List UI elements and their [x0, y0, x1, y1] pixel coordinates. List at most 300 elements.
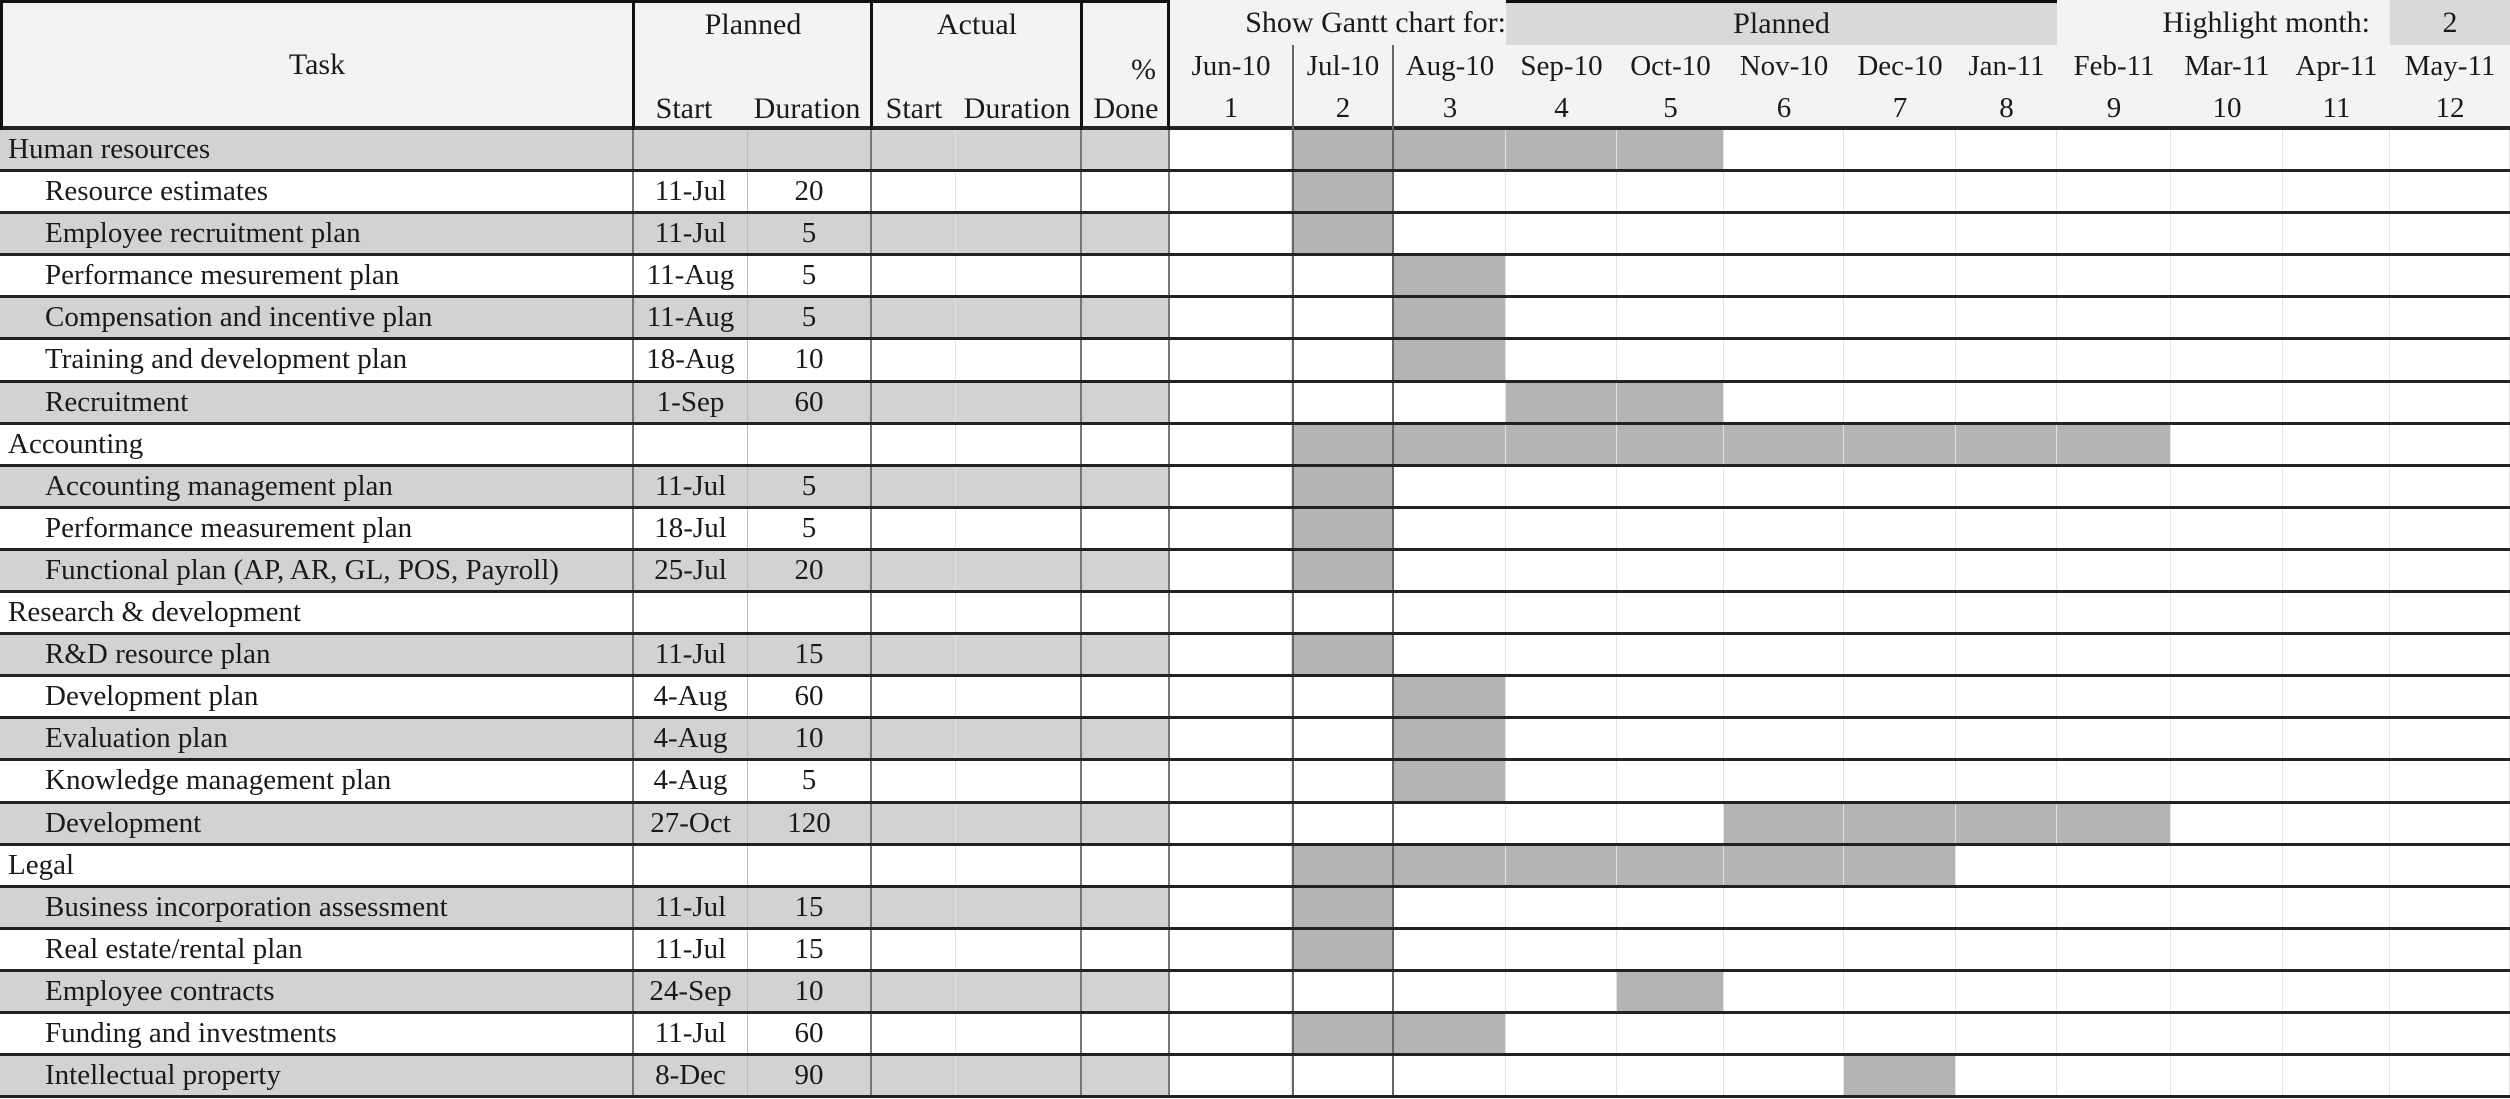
gantt-cell: [1724, 130, 1844, 169]
percent-done[interactable]: [1082, 888, 1170, 927]
category-row: [0, 130, 2510, 172]
month-label: Jan-11: [1968, 50, 2045, 82]
percent-done[interactable]: [1082, 509, 1170, 548]
actual-duration[interactable]: [956, 467, 1082, 506]
gantt-cell: [1724, 298, 1844, 337]
actual-start[interactable]: [872, 383, 956, 422]
gantt-cell: [2171, 972, 2283, 1011]
gantt-cell: [1956, 1056, 2057, 1095]
gantt-bar-cell: [1394, 298, 1506, 337]
actual-duration[interactable]: [956, 551, 1082, 590]
gantt-cell: [1956, 298, 2057, 337]
planned-start[interactable]: 11-Jul: [634, 930, 748, 969]
gantt-cell: [1724, 677, 1844, 716]
gantt-cell: [1394, 383, 1506, 422]
planned-duration[interactable]: 20: [748, 172, 872, 211]
gantt-cell: [2057, 761, 2171, 800]
percent-done[interactable]: [1082, 1056, 1170, 1095]
task-row: [0, 298, 2510, 340]
gantt-cell: [2390, 1056, 2510, 1095]
gantt-cell: [1617, 172, 1724, 211]
planned-duration[interactable]: 15: [748, 635, 872, 674]
task-row: [0, 888, 2510, 930]
planned-header: Planned: [704, 8, 802, 41]
month-label: Aug-10: [1405, 50, 1495, 82]
gantt-cell: [1844, 340, 1956, 379]
task-row: [0, 972, 2510, 1014]
actual-duration[interactable]: [956, 972, 1082, 1011]
percent-done[interactable]: [1082, 130, 1170, 169]
planned-start[interactable]: 18-Aug: [634, 340, 748, 379]
percent-done[interactable]: [1082, 930, 1170, 969]
percent-done[interactable]: [1082, 804, 1170, 843]
gantt-cell: [2390, 930, 2510, 969]
gantt-cell: [1394, 1056, 1506, 1095]
task-name[interactable]: Resource estimates: [0, 172, 634, 211]
gantt-cell: [1724, 467, 1844, 506]
actual-duration[interactable]: [956, 383, 1082, 422]
category-row: [0, 425, 2510, 467]
actual-start[interactable]: [872, 467, 956, 506]
actual-duration[interactable]: [956, 677, 1082, 716]
actual-duration[interactable]: [956, 888, 1082, 927]
task-name[interactable]: Accounting management plan: [0, 467, 634, 506]
gantt-cell: [2171, 551, 2283, 590]
actual-duration[interactable]: [956, 340, 1082, 379]
task-name[interactable]: Recruitment: [0, 383, 634, 422]
gantt-cell: [2057, 214, 2171, 253]
planned-start[interactable]: 11-Jul: [634, 635, 748, 674]
gantt-cell: [2057, 172, 2171, 211]
planned-duration[interactable]: 5: [748, 256, 872, 295]
gantt-cell: [1617, 467, 1724, 506]
gantt-cell: [2390, 425, 2510, 464]
percent-done[interactable]: [1082, 719, 1170, 758]
percent-done[interactable]: [1082, 972, 1170, 1011]
planned-start[interactable]: 11-Jul: [634, 172, 748, 211]
gantt-bar-cell: [1292, 509, 1394, 548]
month-number: 8: [1999, 92, 2014, 124]
task-row: [0, 635, 2510, 677]
planned-start[interactable]: 8-Dec: [634, 1056, 748, 1095]
planned-start[interactable]: 11-Aug: [634, 298, 748, 337]
planned-start[interactable]: 18-Jul: [634, 509, 748, 548]
gantt-cell: [1292, 256, 1394, 295]
gantt-cell: [1506, 1014, 1617, 1053]
month-number: 7: [1892, 92, 1908, 124]
percent-done[interactable]: [1082, 635, 1170, 674]
month-number: 2: [1335, 92, 1351, 124]
actual-start[interactable]: [872, 719, 956, 758]
percent-done[interactable]: [1082, 551, 1170, 590]
actual-start[interactable]: [872, 761, 956, 800]
gantt-bar-cell: [1394, 425, 1506, 464]
gantt-cell: [2171, 298, 2283, 337]
month-header: [1617, 45, 1724, 130]
gantt-cell: [2057, 719, 2171, 758]
actual-duration[interactable]: [956, 256, 1082, 295]
gantt-cell: [1617, 930, 1724, 969]
gantt-cell: [2390, 635, 2510, 674]
task-row: [0, 761, 2510, 803]
task-name[interactable]: R&D resource plan: [0, 635, 634, 674]
percent-done[interactable]: [1082, 761, 1170, 800]
task-name[interactable]: Employee recruitment plan: [0, 214, 634, 253]
actual-start[interactable]: [872, 677, 956, 716]
gantt-cell: [1170, 425, 1292, 464]
percent-done[interactable]: [1082, 298, 1170, 337]
actual-duration[interactable]: [956, 425, 1082, 464]
percent-done[interactable]: [1082, 383, 1170, 422]
actual-duration[interactable]: [956, 130, 1082, 169]
gantt-cell: [1170, 1014, 1292, 1053]
gantt-cell: [1724, 509, 1844, 548]
actual-duration[interactable]: [956, 635, 1082, 674]
planned-duration[interactable]: 10: [748, 340, 872, 379]
planned-duration[interactable]: [748, 593, 872, 632]
gantt-cell: [2171, 930, 2283, 969]
actual-start[interactable]: [872, 888, 956, 927]
task-name[interactable]: Compensation and incentive plan: [0, 298, 634, 337]
gantt-cell: [2390, 298, 2510, 337]
gantt-cell: [2390, 1014, 2510, 1053]
gantt-cell: [1844, 551, 1956, 590]
actual-start[interactable]: [872, 635, 956, 674]
task-name[interactable]: Funding and investments: [0, 1014, 634, 1053]
percent-done[interactable]: [1082, 467, 1170, 506]
gantt-cell: [1844, 172, 1956, 211]
actual-start[interactable]: [872, 130, 956, 169]
gantt-cell: [1170, 593, 1292, 632]
gantt-cell: [2057, 930, 2171, 969]
month-header: [2057, 45, 2171, 130]
task-name[interactable]: Functional plan (AP, AR, GL, POS, Payroll): [0, 551, 634, 590]
actual-duration[interactable]: [956, 298, 1082, 337]
gantt-cell: [2057, 1014, 2171, 1053]
percent-done[interactable]: [1082, 677, 1170, 716]
planned-duration[interactable]: [748, 130, 872, 169]
gantt-bar-cell: [1394, 719, 1506, 758]
month-header: [1394, 45, 1506, 130]
actual-header: Actual: [937, 8, 1017, 41]
gantt-cell: [2283, 719, 2390, 758]
gantt-bar-cell: [1292, 467, 1394, 506]
table-header: [0, 0, 2510, 130]
planned-start[interactable]: 11-Jul: [634, 888, 748, 927]
task-name[interactable]: Human resources: [0, 130, 634, 169]
gantt-bar-cell: [1506, 130, 1617, 169]
planned-duration[interactable]: 60: [748, 383, 872, 422]
gantt-cell: [1292, 972, 1394, 1011]
gantt-cell: [2171, 888, 2283, 927]
percent-done[interactable]: [1082, 846, 1170, 885]
actual-duration[interactable]: [956, 214, 1082, 253]
task-name[interactable]: Intellectual property: [0, 1056, 634, 1095]
gantt-cell: [1617, 635, 1724, 674]
gantt-cell: [2057, 383, 2171, 422]
gantt-bar-cell: [1506, 383, 1617, 422]
planned-duration[interactable]: 5: [748, 467, 872, 506]
gantt-cell: [1617, 593, 1724, 632]
gantt-cell: [2171, 846, 2283, 885]
actual-duration[interactable]: [956, 930, 1082, 969]
gantt-cell: [2171, 425, 2283, 464]
actual-start[interactable]: [872, 509, 956, 548]
planned-duration[interactable]: 15: [748, 930, 872, 969]
gantt-cell: [1956, 256, 2057, 295]
highlight-month-input[interactable]: 2: [2390, 0, 2510, 45]
gantt-bar-cell: [1292, 425, 1394, 464]
gantt-cell: [2283, 804, 2390, 843]
gantt-bar-cell: [1292, 1014, 1394, 1053]
actual-start[interactable]: [872, 593, 956, 632]
actual-start[interactable]: [872, 1014, 956, 1053]
actual-duration[interactable]: [956, 1014, 1082, 1053]
gantt-bar-cell: [1394, 761, 1506, 800]
gantt-cell: [2390, 719, 2510, 758]
planned-start[interactable]: 25-Jul: [634, 551, 748, 590]
task-row: [0, 214, 2510, 256]
actual-duration-header: Duration: [963, 92, 1071, 125]
actual-duration[interactable]: [956, 593, 1082, 632]
planned-start[interactable]: 1-Sep: [634, 383, 748, 422]
task-name[interactable]: Training and development plan: [0, 340, 634, 379]
task-name[interactable]: Research & development: [0, 593, 634, 632]
percent-done[interactable]: [1082, 340, 1170, 379]
gantt-cell: [1956, 593, 2057, 632]
gantt-cell: [1170, 214, 1292, 253]
gantt-cell: [2390, 888, 2510, 927]
gantt-cell: [2057, 340, 2171, 379]
gantt-cell: [1617, 214, 1724, 253]
gantt-cell: [2390, 846, 2510, 885]
gantt-cell: [2283, 1056, 2390, 1095]
gantt-cell: [2283, 425, 2390, 464]
planned-duration[interactable]: 5: [748, 214, 872, 253]
gantt-cell: [2390, 383, 2510, 422]
gantt-cell: [2283, 930, 2390, 969]
planned-start[interactable]: [634, 846, 748, 885]
planned-duration[interactable]: 5: [748, 298, 872, 337]
planned-start[interactable]: [634, 130, 748, 169]
month-header: [1844, 45, 1956, 130]
task-name[interactable]: Accounting: [0, 425, 634, 464]
planned-duration[interactable]: 10: [748, 719, 872, 758]
planned-start[interactable]: 11-Jul: [634, 1014, 748, 1053]
gantt-bar-cell: [1956, 425, 2057, 464]
actual-start[interactable]: [872, 214, 956, 253]
planned-start[interactable]: 4-Aug: [634, 719, 748, 758]
gantt-cell: [2171, 130, 2283, 169]
actual-start[interactable]: [872, 340, 956, 379]
planned-duration[interactable]: 20: [748, 551, 872, 590]
gantt-cell: [1292, 340, 1394, 379]
gantt-cell: [1506, 298, 1617, 337]
percent-done[interactable]: [1082, 214, 1170, 253]
planned-start[interactable]: 11-Jul: [634, 467, 748, 506]
actual-start[interactable]: [872, 846, 956, 885]
percent-done[interactable]: [1082, 172, 1170, 211]
planned-duration[interactable]: 5: [748, 761, 872, 800]
gantt-cell: [2283, 551, 2390, 590]
gantt-cell: [1506, 551, 1617, 590]
gantt-cell: [1956, 467, 2057, 506]
gantt-bar-cell: [1292, 172, 1394, 211]
gantt-cell: [2283, 383, 2390, 422]
percent-done[interactable]: [1082, 425, 1170, 464]
gantt-bar-cell: [1506, 425, 1617, 464]
task-row: [0, 1014, 2510, 1056]
planned-duration[interactable]: 120: [748, 804, 872, 843]
gantt-cell: [2390, 804, 2510, 843]
gantt-cell: [1724, 719, 1844, 758]
task-name[interactable]: Performance measurement plan: [0, 509, 634, 548]
month-number: 12: [2435, 92, 2465, 124]
percent-header: %: [1131, 53, 1156, 86]
task-name[interactable]: Development: [0, 804, 634, 843]
planned-duration-header: Duration: [753, 92, 861, 125]
planned-start[interactable]: 11-Aug: [634, 256, 748, 295]
gantt-bar-cell: [1292, 130, 1394, 169]
gantt-cell: [1506, 256, 1617, 295]
actual-duration[interactable]: [956, 509, 1082, 548]
actual-duration[interactable]: [956, 761, 1082, 800]
gantt-cell: [1844, 677, 1956, 716]
percent-done[interactable]: [1082, 1014, 1170, 1053]
category-row: [0, 593, 2510, 635]
planned-duration[interactable]: 5: [748, 509, 872, 548]
gantt-cell: [1724, 888, 1844, 927]
task-row: [0, 172, 2510, 214]
gantt-cell: [2283, 509, 2390, 548]
gantt-cell: [2283, 635, 2390, 674]
task-name[interactable]: Employee contracts: [0, 972, 634, 1011]
actual-duration[interactable]: [956, 719, 1082, 758]
gantt-cell: [2057, 551, 2171, 590]
task-name[interactable]: Legal: [0, 846, 634, 885]
planned-duration[interactable]: 90: [748, 1056, 872, 1095]
gantt-cell: [2390, 593, 2510, 632]
planned-duration[interactable]: 60: [748, 677, 872, 716]
gantt-cell: [1617, 1056, 1724, 1095]
gantt-cell: [2283, 846, 2390, 885]
gantt-cell: [1956, 1014, 2057, 1053]
actual-duration[interactable]: [956, 1056, 1082, 1095]
month-header: [1506, 45, 1617, 130]
gantt-cell: [2057, 256, 2171, 295]
task-name[interactable]: Performance mesurement plan: [0, 256, 634, 295]
gantt-cell: [2057, 130, 2171, 169]
gantt-bar-cell: [1844, 804, 1956, 843]
actual-start[interactable]: [872, 972, 956, 1011]
percent-done[interactable]: [1082, 593, 1170, 632]
percent-done[interactable]: [1082, 256, 1170, 295]
planned-start[interactable]: 11-Jul: [634, 214, 748, 253]
actual-duration[interactable]: [956, 846, 1082, 885]
gantt-cell: [1506, 677, 1617, 716]
gantt-cell: [1292, 719, 1394, 758]
gantt-cell: [1394, 214, 1506, 253]
actual-start[interactable]: [872, 256, 956, 295]
actual-start[interactable]: [872, 425, 956, 464]
planned-start[interactable]: 24-Sep: [634, 972, 748, 1011]
gantt-cell: [2283, 298, 2390, 337]
planned-duration[interactable]: [748, 846, 872, 885]
task-row: [0, 383, 2510, 425]
actual-duration[interactable]: [956, 804, 1082, 843]
actual-start[interactable]: [872, 804, 956, 843]
gantt-cell: [1844, 761, 1956, 800]
gantt-cell: [1956, 888, 2057, 927]
gantt-cell: [1956, 509, 2057, 548]
gantt-cell: [1844, 383, 1956, 422]
month-number: 6: [1776, 92, 1792, 124]
gantt-cell: [1506, 719, 1617, 758]
gantt-cell: [1170, 256, 1292, 295]
actual-start[interactable]: [872, 298, 956, 337]
task-name[interactable]: Business incorporation assessment: [0, 888, 634, 927]
gantt-cell: [2390, 172, 2510, 211]
actual-start[interactable]: [872, 172, 956, 211]
gantt-cell: [1617, 256, 1724, 295]
planned-start[interactable]: 27-Oct: [634, 804, 748, 843]
gantt-cell: [1617, 551, 1724, 590]
gantt-cell: [1170, 719, 1292, 758]
month-number: 10: [2212, 92, 2242, 124]
actual-start[interactable]: [872, 930, 956, 969]
task-name[interactable]: Development plan: [0, 677, 634, 716]
actual-start[interactable]: [872, 1056, 956, 1095]
planned-start[interactable]: 4-Aug: [634, 761, 748, 800]
month-header: [2171, 45, 2283, 130]
task-name[interactable]: Knowledge management plan: [0, 761, 634, 800]
gantt-cell: [1170, 130, 1292, 169]
actual-duration[interactable]: [956, 172, 1082, 211]
month-label: Nov-10: [1739, 50, 1829, 82]
gantt-cell: [2283, 467, 2390, 506]
task-row: [0, 509, 2510, 551]
gantt-cell: [1956, 214, 2057, 253]
planned-start[interactable]: [634, 425, 748, 464]
gantt-cell: [1170, 846, 1292, 885]
planned-start[interactable]: 4-Aug: [634, 677, 748, 716]
gantt-cell: [1292, 1056, 1394, 1095]
gantt-cell: [1724, 256, 1844, 295]
planned-duration[interactable]: 60: [748, 1014, 872, 1053]
actual-start[interactable]: [872, 551, 956, 590]
gantt-bar-cell: [1292, 888, 1394, 927]
gantt-cell: [1617, 677, 1724, 716]
planned-duration[interactable]: [748, 425, 872, 464]
gantt-mode-dropdown[interactable]: Planned: [1506, 0, 2057, 45]
gantt-cell: [1956, 551, 2057, 590]
gantt-cell: [2057, 635, 2171, 674]
gantt-cell: [1724, 593, 1844, 632]
month-label: May-11: [2404, 50, 2496, 82]
planned-duration[interactable]: 15: [748, 888, 872, 927]
gantt-cell: [1724, 340, 1844, 379]
planned-duration[interactable]: 10: [748, 972, 872, 1011]
task-name[interactable]: Evaluation plan: [0, 719, 634, 758]
task-name[interactable]: Real estate/rental plan: [0, 930, 634, 969]
gantt-cell: [2057, 972, 2171, 1011]
planned-start[interactable]: [634, 593, 748, 632]
gantt-cell: [1506, 761, 1617, 800]
month-header: [1956, 45, 2057, 130]
gantt-cell: [2390, 340, 2510, 379]
gantt-cell: [2283, 172, 2390, 211]
gantt-cell: [1170, 635, 1292, 674]
